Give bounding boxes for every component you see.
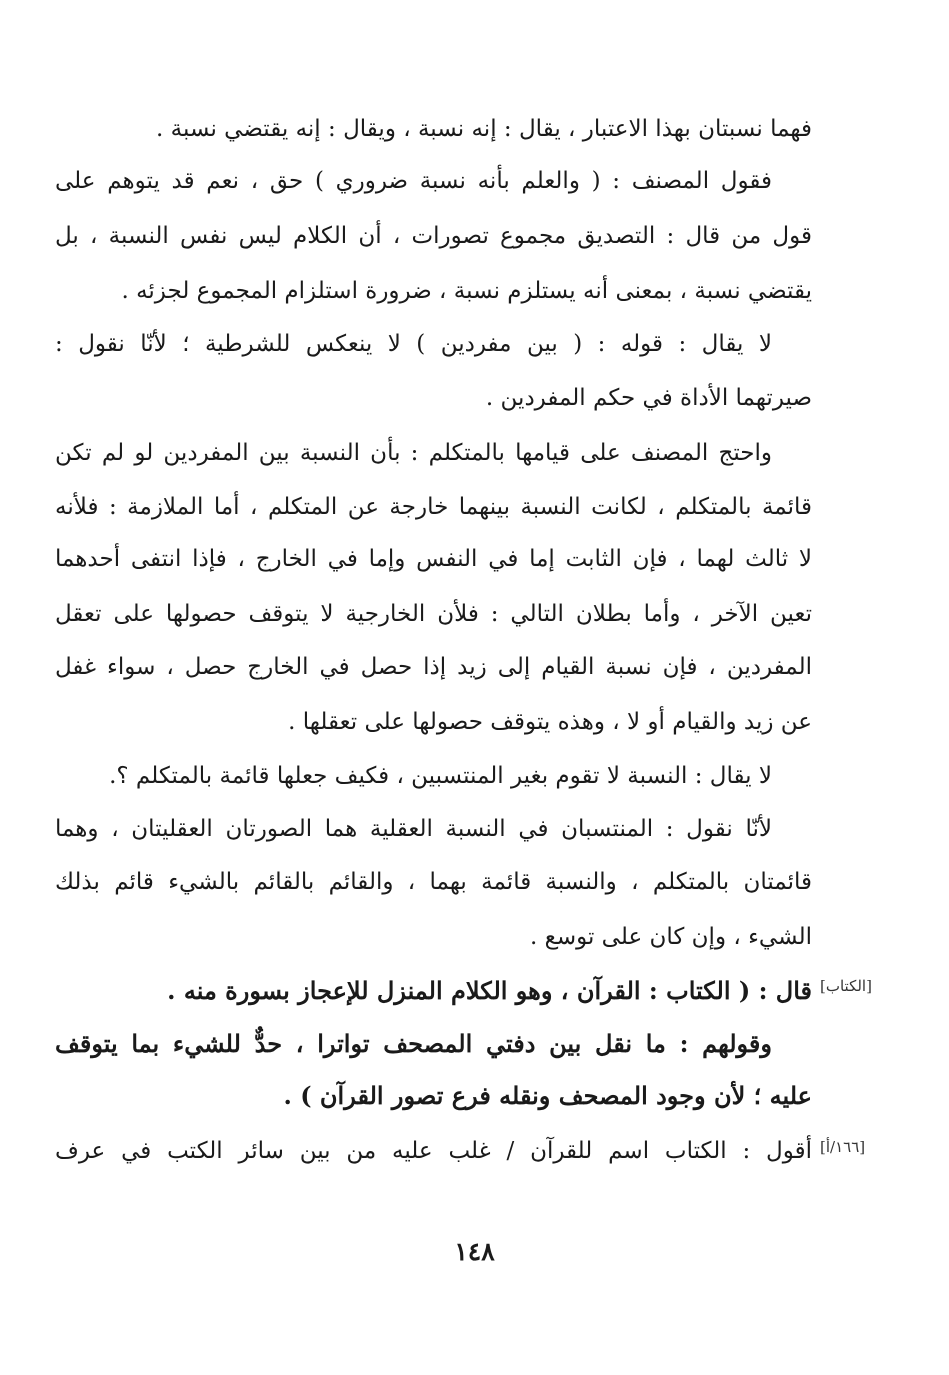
text-line: الشيء ، وإن كان على توسع . [529, 924, 812, 950]
margin-note-kitab: [الكتاب] [820, 977, 872, 995]
text-line: المفردين ، فإن نسبة القيام إلى زيد إذا حصل في الخارج حصل ، سواء غفل [55, 654, 812, 680]
text-line: تعين الآخر ، وأما بطلان التالي : فلأن الخارجية لا يتوقف حصولها على تعقل [55, 601, 812, 627]
text-line: واحتج المصنف على قيامها بالمتكلم : بأن النسبة بين المفردين لو لم تكن [55, 440, 772, 466]
text-line: لا يقال : قوله : ( بين مفردين ) لا ينعكس للشرطية ؛ لأنّا نقول : [55, 331, 772, 357]
text-line: عليه ؛ لأن وجود المصحف ونقله فرع تصور القرآن ) . [283, 1081, 812, 1110]
text-line: لا ثالث لهما ، فإن الثابت إما في النفس وإما في الخارج ، فإذا انتفى أحدهما [55, 546, 812, 572]
text-line: عن زيد والقيام أو لا ، وهذه يتوقف حصولها على تعقلها . [288, 709, 812, 735]
text-line: يقتضي نسبة ، بمعنى أنه يستلزم نسبة ، ضرورة استلزام المجموع لجزئه . [121, 278, 812, 304]
text-line: أقول : الكتاب اسم للقرآن / غلب عليه من بين سائر الكتب في عرف [55, 1138, 812, 1164]
text-line: قال : ( الكتاب : القرآن ، وهو الكلام المنزل للإعجاز بسورة منه . [167, 976, 812, 1005]
text-line: قائمتان بالمتكلم ، والنسبة قائمة بهما ، والقائم بالقائم بالشيء قائم بذلك [55, 869, 812, 895]
text-line: قائمة بالمتكلم ، لكانت النسبة بينهما خارجة عن المتكلم ، أما الملازمة : فلأنه [55, 494, 812, 520]
margin-note-folio: [١٦٦/أ] [820, 1138, 866, 1156]
text-line: فهما نسبتان بهذا الاعتبار ، يقال : إنه نسبة ، ويقال : إنه يقتضي نسبة . [156, 116, 812, 142]
page-number: ١٤٨ [454, 1237, 495, 1266]
text-line: فقول المصنف : ( والعلم بأنه نسبة ضروري ) حق ، نعم قد يتوهم على [55, 168, 772, 194]
text-line: وقولهم : ما نقل بين دفتي المصحف تواترا ، حدٌّ للشيء بما يتوقف [55, 1029, 772, 1058]
text-line: قول من قال : التصديق مجموع تصورات ، أن الكلام ليس نفس النسبة ، بل [55, 223, 812, 249]
text-line: لأنّا نقول : المنتسبان في النسبة العقلية هما الصورتان العقليتان ، وهما [55, 816, 772, 842]
text-line: صيرتهما الأداة في حكم المفردين . [485, 385, 812, 411]
text-line: لا يقال : النسبة لا تقوم بغير المنتسبين ، فكيف جعلها قائمة بالمتكلم ؟. [109, 763, 772, 789]
